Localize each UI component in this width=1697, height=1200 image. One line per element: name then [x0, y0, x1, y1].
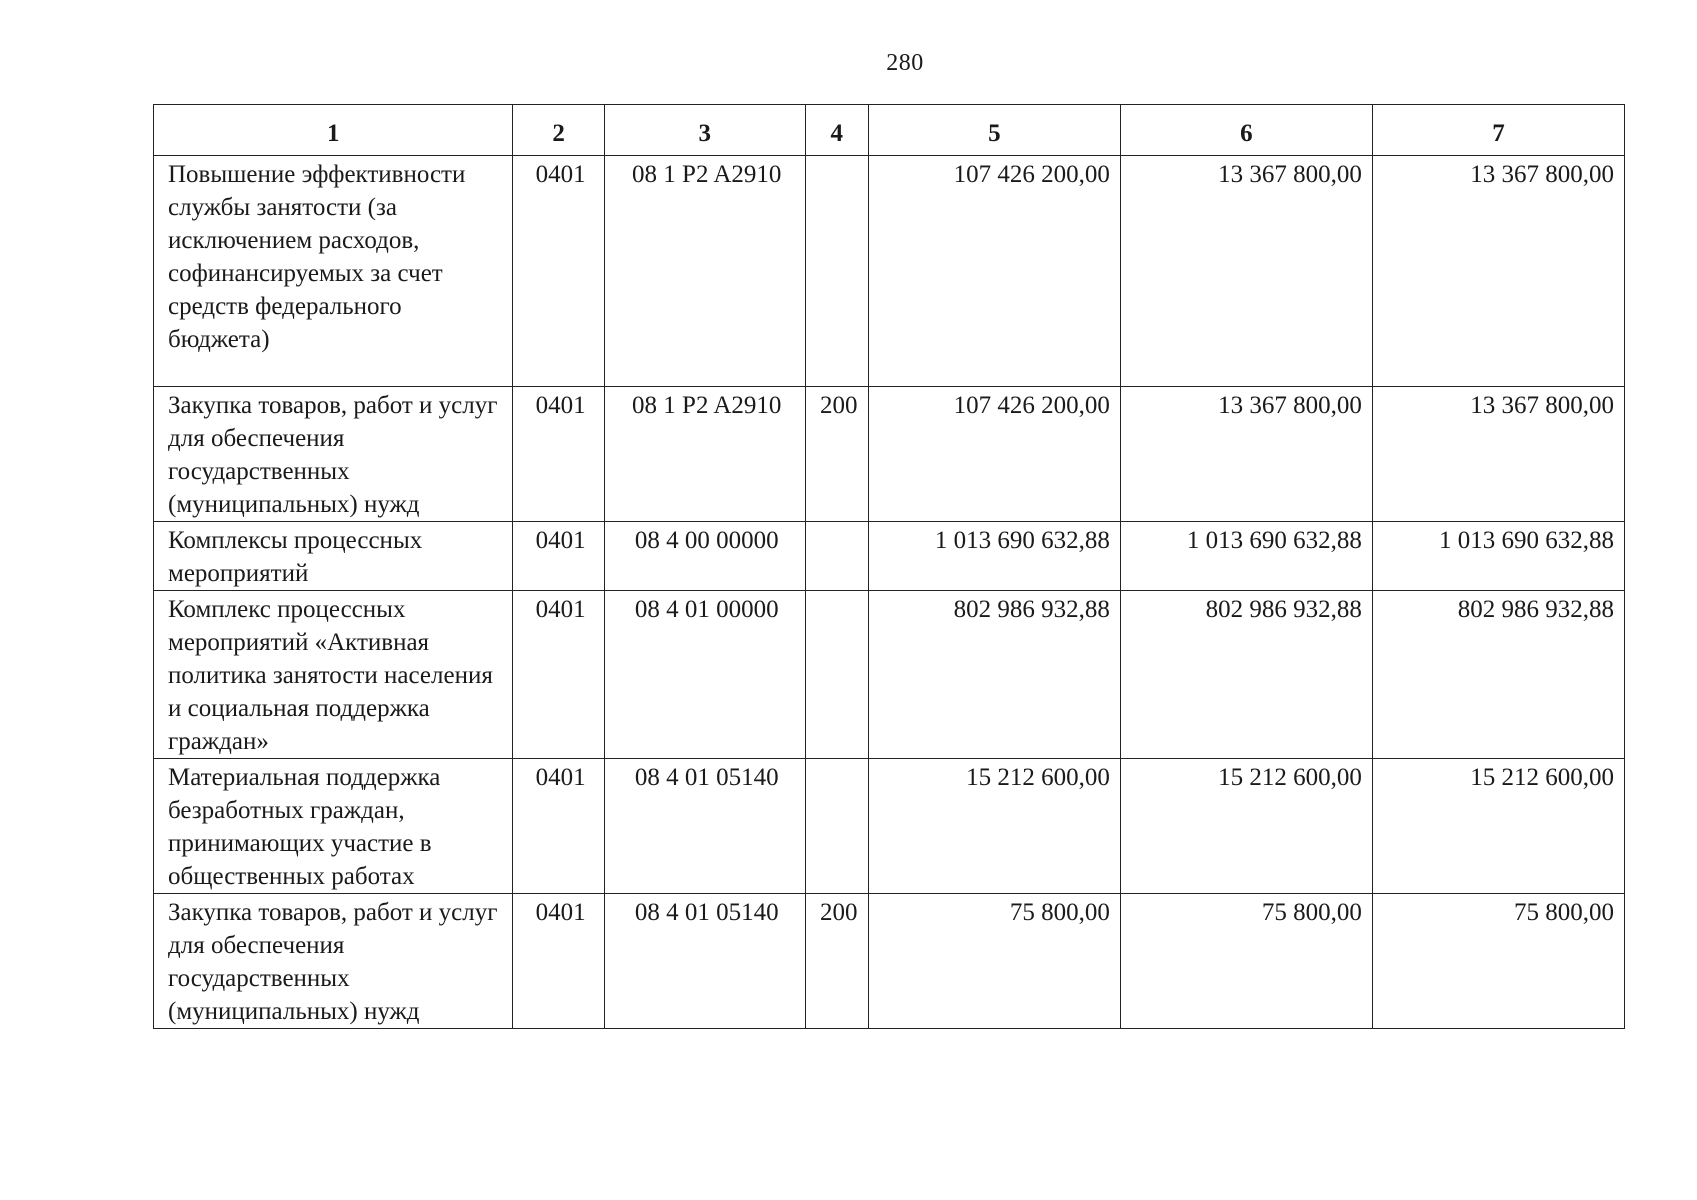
header-col-5: 5 — [868, 105, 1120, 156]
row-type: 200 — [805, 387, 868, 522]
header-col-6: 6 — [1120, 105, 1372, 156]
table-row — [154, 156, 1625, 387]
row-section: 0401 — [513, 591, 604, 759]
row-value-7: 15 212 600,00 — [1372, 759, 1624, 894]
row-section: 0401 — [513, 156, 604, 387]
header-col-2: 2 — [513, 105, 604, 156]
row-name: Закупка товаров, работ и услуг для обеспечения государственных (муниципальных) нужд — [154, 387, 513, 522]
table-row — [154, 591, 1625, 759]
header-col-1: 1 — [154, 105, 513, 156]
row-section: 0401 — [513, 387, 604, 522]
table-row — [154, 759, 1625, 894]
row-section: 0401 — [513, 894, 604, 1029]
row-type — [805, 522, 868, 591]
row-value-5: 802 986 932,88 — [868, 591, 1120, 759]
row-value-6: 13 367 800,00 — [1120, 156, 1372, 387]
row-value-7: 13 367 800,00 — [1372, 387, 1624, 522]
table-row — [154, 387, 1625, 522]
row-value-7: 75 800,00 — [1372, 894, 1624, 1029]
row-value-6: 75 800,00 — [1120, 894, 1372, 1029]
row-value-6: 13 367 800,00 — [1120, 387, 1372, 522]
row-value-5: 1 013 690 632,88 — [868, 522, 1120, 591]
row-code: 08 1 P2 A2910 — [604, 156, 805, 387]
row-name: Закупка товаров, работ и услуг для обеспечения государственных (муниципальных) нужд — [154, 894, 513, 1029]
row-value-5: 107 426 200,00 — [868, 156, 1120, 387]
row-type — [805, 591, 868, 759]
row-name: Повышение эффективности службы занятости (за исключением расходов, софинансируемых за счет средств федерального бюджета) — [154, 156, 513, 387]
row-code: 08 4 01 05140 — [604, 894, 805, 1029]
table-row — [154, 894, 1625, 1029]
row-value-5: 75 800,00 — [868, 894, 1120, 1029]
row-code: 08 4 00 00000 — [604, 522, 805, 591]
row-section: 0401 — [513, 522, 604, 591]
row-value-7: 802 986 932,88 — [1372, 591, 1624, 759]
page-number: 280 — [886, 50, 924, 76]
row-name: Комплексы процессных мероприятий — [154, 522, 513, 591]
row-code: 08 1 P2 A2910 — [604, 387, 805, 522]
row-code: 08 4 01 00000 — [604, 591, 805, 759]
header-row — [154, 105, 1625, 156]
row-type — [805, 156, 868, 387]
row-value-7: 13 367 800,00 — [1372, 156, 1624, 387]
table-row — [154, 522, 1625, 591]
header-col-4: 4 — [805, 105, 868, 156]
row-type: 200 — [805, 894, 868, 1029]
row-value-6: 1 013 690 632,88 — [1120, 522, 1372, 591]
budget-table — [153, 104, 1625, 1029]
row-value-6: 15 212 600,00 — [1120, 759, 1372, 894]
row-section: 0401 — [513, 759, 604, 894]
row-type — [805, 759, 868, 894]
row-value-5: 107 426 200,00 — [868, 387, 1120, 522]
header-col-7: 7 — [1372, 105, 1624, 156]
row-code: 08 4 01 05140 — [604, 759, 805, 894]
row-value-5: 15 212 600,00 — [868, 759, 1120, 894]
row-name: Материальная поддержка безработных граждан, принимающих участие в общественных работах — [154, 759, 513, 894]
header-col-3: 3 — [604, 105, 805, 156]
row-value-6: 802 986 932,88 — [1120, 591, 1372, 759]
row-name: Комплекс процессных мероприятий «Активная политика занятости населения и социальная поддержка граждан» — [154, 591, 513, 759]
row-value-7: 1 013 690 632,88 — [1372, 522, 1624, 591]
